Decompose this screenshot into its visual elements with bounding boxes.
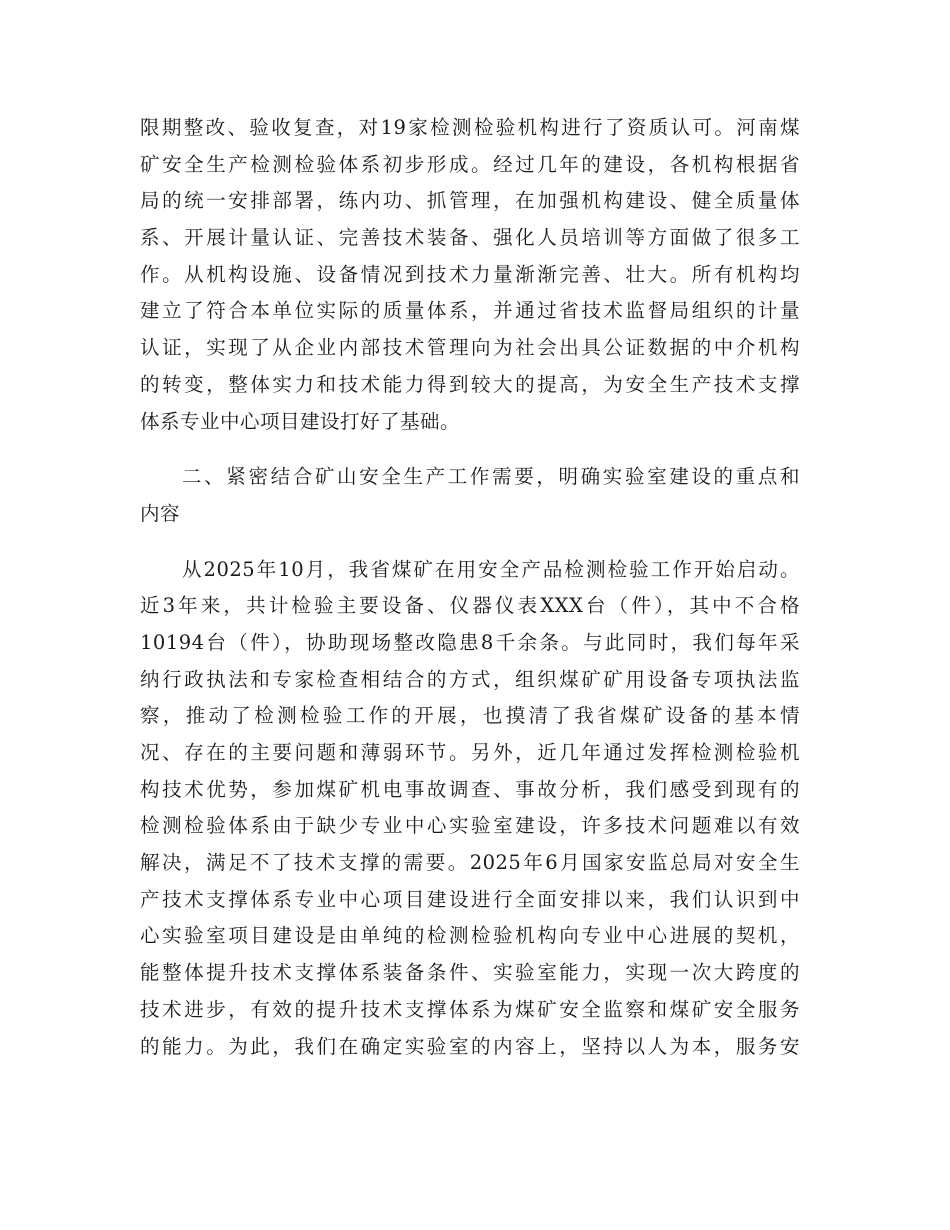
text-line: 的转变，整体实力和技术能力得到较大的提高，为安全生产技术支撑 [140, 372, 800, 396]
paragraph-2 [140, 552, 800, 1066]
text-line: 能整体提升技术支撑体系装备条件、实验室能力，实现一次大跨度的 [140, 961, 800, 985]
text-line: 作。从机构设施、设备情况到技术力量渐渐完善、壮大。所有机构均 [140, 262, 800, 286]
heading-line: 二、紧密结合矿山安全生产工作需要，明确实验室建设的重点和 [182, 465, 800, 489]
text-line: 构技术优势，参加煤矿机电事故调查、事故分析，我们感受到现有的 [140, 777, 800, 801]
heading-line: 内容 [140, 501, 181, 525]
text-line: 技术进步，有效的提升技术支撑体系为煤矿安全监察和煤矿安全服务 [140, 997, 800, 1021]
paragraph-gap [140, 440, 800, 459]
text-line: 建立了符合本单位实际的质量体系，并通过省技术监督局组织的计量 [140, 299, 800, 323]
document-page [140, 110, 800, 1065]
text-line: 况、存在的主要问题和薄弱环节。另外，近几年通过发挥检测检验机 [140, 741, 800, 764]
text-line: 的能力。为此，我们在确定实验室的内容上，坚持以人为本，服务安 [140, 1034, 800, 1058]
text-line: 体系专业中心项目建设打好了基础。 [140, 409, 461, 433]
text-line: 系、开展计量认证、完善技术装备、强化人员培训等方面做了很多工 [140, 226, 800, 250]
text-line: 10194台（件），协助现场整改隐患8千余条。与此同时，我们每年采 [140, 630, 800, 654]
section-heading-2 [140, 459, 800, 532]
paragraph-1 [140, 110, 800, 440]
text-line: 解决，满足不了技术支撑的需要。2025年6月国家安监总局对安全生 [140, 851, 800, 875]
text-line: 认证，实现了从企业内部技术管理向为社会出具公证数据的中介机构 [140, 336, 800, 360]
text-line: 近3年来，共计检验主要设备、仪器仪表XXX台（件），其中不合格 [140, 594, 800, 618]
text-line: 局的统一安排部署，练内功、抓管理，在加强机构建设、健全质量体 [140, 189, 800, 213]
text-line: 检测检验体系由于缺少专业中心实验室建设，许多技术问题难以有效 [140, 814, 800, 838]
text-line: 察，推动了检测检验工作的开展，也摸清了我省煤矿设备的基本情 [140, 704, 800, 728]
text-line: 限期整改、验收复查，对19家检测检验机构进行了资质认可。河南煤 [140, 116, 800, 139]
text-line: 产技术支撑体系专业中心项目建设进行全面安排以来，我们认识到中 [140, 887, 800, 911]
paragraph-gap [140, 533, 800, 552]
text-line: 纳行政执法和专家检查相结合的方式，组织煤矿矿用设备专项执法监 [140, 667, 800, 691]
text-line: 从2025年10月，我省煤矿在用安全产品检测检验工作开始启动。 [182, 557, 800, 581]
text-line: 矿安全生产检测检验体系初步形成。经过几年的建设，各机构根据省 [140, 152, 800, 176]
text-line: 心实验室项目建设是由单纯的检测检验机构向专业中心进展的契机， [140, 924, 800, 948]
